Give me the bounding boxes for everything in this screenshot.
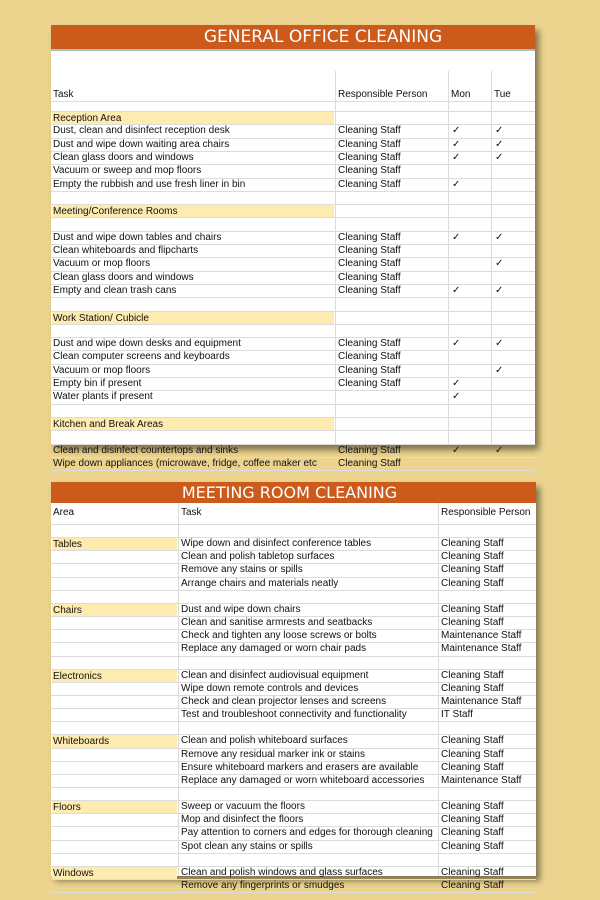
- grid-line: [51, 590, 536, 591]
- person-cell: Cleaning Staff: [338, 284, 401, 296]
- task-cell: Test and troubleshoot connectivity and functionality: [181, 709, 407, 721]
- grid-line: [51, 297, 535, 298]
- area-label: Whiteboards: [52, 735, 177, 747]
- person-cell: Cleaning Staff: [338, 258, 401, 270]
- person-cell: Cleaning Staff: [441, 814, 504, 826]
- person-cell: Cleaning Staff: [338, 271, 401, 283]
- person-cell: Cleaning Staff: [441, 603, 504, 615]
- person-cell: Cleaning Staff: [441, 551, 504, 563]
- tue-check: ✓: [495, 284, 504, 296]
- header-task: Task: [181, 507, 202, 518]
- person-cell: Cleaning Staff: [441, 564, 504, 576]
- area-label: Floors: [52, 801, 177, 813]
- grid-line: [51, 217, 535, 218]
- task-cell: Wipe down appliances (microwave, fridge, coffee maker etc: [53, 457, 317, 469]
- task-cell: Remove any stains or spills: [181, 564, 303, 576]
- area-label: Chairs: [52, 604, 177, 616]
- tue-check: ✓: [495, 151, 504, 163]
- header-person: Responsible Person: [441, 507, 531, 518]
- section-heading: Work Station/ Cubicle: [52, 312, 334, 324]
- task-cell: Mop and disinfect the floors: [181, 814, 304, 826]
- person-cell: Cleaning Staff: [441, 761, 504, 773]
- task-cell: Water plants if present: [53, 391, 153, 403]
- grid-line: [51, 656, 536, 657]
- task-cell: Remove any residual marker ink or stains: [181, 748, 365, 760]
- task-cell: Remove any fingerprints or smudges: [181, 880, 345, 892]
- task-cell: Wipe down and disinfect conference tables: [181, 538, 372, 550]
- person-cell: Cleaning Staff: [338, 457, 401, 469]
- task-cell: Clean whiteboards and flipcharts: [53, 245, 199, 256]
- header-person: Responsible Person: [338, 89, 428, 100]
- person-cell: Cleaning Staff: [338, 125, 401, 137]
- person-cell: Maintenance Staff: [441, 774, 522, 786]
- task-cell: Clean and polish whiteboard surfaces: [181, 735, 348, 747]
- tue-check: ✓: [495, 138, 504, 150]
- area-label: Tables: [52, 538, 177, 550]
- person-cell: Maintenance Staff: [441, 695, 522, 707]
- general-office-cleaning-sheet: [51, 25, 535, 469]
- task-cell: Dust and wipe down waiting area chairs: [53, 138, 230, 150]
- grid-line: [178, 503, 179, 876]
- task-cell: Dust and wipe down tables and chairs: [53, 231, 222, 243]
- grid-line: [51, 787, 536, 788]
- mon-check: ✓: [452, 444, 461, 456]
- person-cell: IT Staff: [441, 709, 473, 721]
- mon-check: ✓: [452, 391, 461, 403]
- task-cell: Vacuum or mop floors: [53, 364, 151, 376]
- task-cell: Sweep or vacuum the floors: [181, 801, 305, 813]
- grid-line: [51, 853, 536, 854]
- task-cell: Clean computer screens and keyboards: [53, 351, 230, 363]
- mon-check: ✓: [452, 125, 461, 137]
- area-label: Windows: [52, 867, 177, 879]
- person-cell: Cleaning Staff: [441, 748, 504, 760]
- grid-line: [51, 524, 536, 525]
- grid-line: [448, 71, 449, 445]
- task-cell: Vacuum or mop floors: [53, 258, 151, 270]
- mon-check: ✓: [452, 178, 461, 190]
- person-cell: Cleaning Staff: [338, 165, 401, 177]
- task-cell: Ensure whiteboard markers and erasers are available: [181, 761, 419, 773]
- person-cell: Cleaning Staff: [338, 151, 401, 163]
- task-cell: Clean glass doors and windows: [53, 271, 194, 283]
- task-cell: Empty bin if present: [53, 378, 142, 389]
- grid-line: [491, 71, 492, 445]
- person-cell: Cleaning Staff: [338, 178, 401, 190]
- sheet2-table: [51, 503, 536, 892]
- person-cell: Cleaning Staff: [441, 669, 504, 681]
- person-cell: Cleaning Staff: [338, 444, 401, 456]
- person-cell: Cleaning Staff: [441, 840, 504, 852]
- person-cell: Cleaning Staff: [338, 338, 401, 350]
- area-label: Electronics: [52, 670, 177, 682]
- person-cell: Cleaning Staff: [441, 682, 504, 694]
- person-cell: Cleaning Staff: [441, 801, 504, 813]
- grid-line: [335, 71, 336, 445]
- task-cell: Empty the rubbish and use fresh liner in bin: [53, 178, 246, 190]
- person-cell: Cleaning Staff: [441, 866, 504, 878]
- task-cell: Replace any damaged or worn chair pads: [181, 643, 367, 655]
- task-cell: Dust, clean and disinfect reception desk: [53, 125, 230, 137]
- grid-line: [51, 191, 535, 192]
- task-cell: Clean and polish windows and glass surfaces: [181, 866, 383, 878]
- grid-line: [51, 721, 536, 722]
- person-cell: Cleaning Staff: [441, 577, 504, 589]
- task-cell: Pay attention to corners and edges for thorough cleaning: [181, 827, 433, 839]
- sheet1-title: GENERAL OFFICE CLEANING: [51, 25, 535, 49]
- task-cell: Dust and wipe down desks and equipment: [53, 338, 241, 350]
- task-cell: Clean and sanitise armrests and seatbacks: [181, 617, 373, 629]
- tue-check: ✓: [495, 364, 504, 376]
- person-cell: Cleaning Staff: [441, 827, 504, 839]
- task-cell: Clean and polish tabletop surfaces: [181, 551, 335, 563]
- header-task: Task: [53, 89, 74, 100]
- mon-check: ✓: [452, 284, 461, 296]
- task-cell: Clean glass doors and windows: [53, 151, 194, 163]
- task-cell: Wipe down remote controls and devices: [181, 682, 359, 694]
- tue-check: ✓: [495, 125, 504, 137]
- person-cell: Maintenance Staff: [441, 630, 522, 642]
- header-tue: Tue: [494, 89, 511, 100]
- grid-line: [51, 470, 535, 471]
- tue-check: ✓: [495, 231, 504, 243]
- task-cell: Replace any damaged or worn whiteboard accessories: [181, 774, 425, 786]
- meeting-room-cleaning-sheet: [51, 482, 536, 892]
- person-cell: Cleaning Staff: [338, 138, 401, 150]
- person-cell: Cleaning Staff: [441, 538, 504, 550]
- mon-check: ✓: [452, 378, 461, 389]
- task-cell: Dust and wipe down chairs: [181, 603, 301, 615]
- grid-line: [438, 503, 439, 876]
- task-cell: Clean and disinfect audiovisual equipment: [181, 669, 369, 681]
- person-cell: Maintenance Staff: [441, 643, 522, 655]
- task-cell: Spot clean any stains or spills: [181, 840, 313, 852]
- sheet2-title: MEETING ROOM CLEANING: [51, 482, 536, 503]
- person-cell: Cleaning Staff: [338, 364, 401, 376]
- mon-check: ✓: [452, 138, 461, 150]
- person-cell: Cleaning Staff: [338, 351, 401, 363]
- person-cell: Cleaning Staff: [441, 735, 504, 747]
- tue-check: ✓: [495, 258, 504, 270]
- grid-line: [51, 892, 536, 893]
- mon-check: ✓: [452, 338, 461, 350]
- mon-check: ✓: [452, 231, 461, 243]
- task-cell: Clean and disinfect countertops and sinks: [53, 444, 239, 456]
- task-cell: Empty and clean trash cans: [53, 284, 177, 296]
- header-mon: Mon: [451, 89, 471, 100]
- task-cell: Check and tighten any loose screws or bolts: [181, 630, 377, 642]
- grid-line: [51, 404, 535, 405]
- person-cell: Cleaning Staff: [441, 880, 504, 892]
- section-heading: Meeting/Conference Rooms: [52, 205, 334, 217]
- tue-check: ✓: [495, 444, 504, 456]
- person-cell: Cleaning Staff: [338, 245, 401, 256]
- task-cell: Check and clean projector lenses and screens: [181, 695, 387, 707]
- person-cell: Cleaning Staff: [338, 231, 401, 243]
- section-heading: Reception Area: [52, 112, 334, 124]
- task-cell: Vacuum or sweep and mop floors: [53, 165, 202, 177]
- banner-underline: [51, 49, 535, 51]
- task-cell: Arrange chairs and materials neatly: [181, 577, 339, 589]
- person-cell: Cleaning Staff: [338, 378, 401, 389]
- grid-line: [51, 101, 535, 102]
- header-area: Area: [53, 507, 75, 518]
- section-heading: Kitchen and Break Areas: [52, 418, 334, 430]
- tue-check: ✓: [495, 338, 504, 350]
- mon-check: ✓: [452, 151, 461, 163]
- person-cell: Cleaning Staff: [441, 617, 504, 629]
- sheet1-table: [51, 49, 535, 469]
- grid-line: [51, 430, 535, 431]
